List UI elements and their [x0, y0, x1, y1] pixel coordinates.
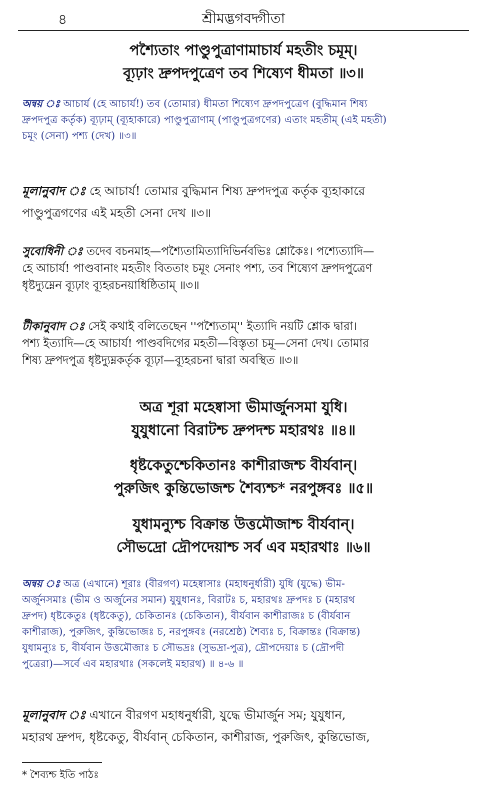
verse-5-line-1: ধৃষ্টকেতুশ্চেকিতানঃ কাশীরাজশ্চ বীর্যবান্। [129, 457, 358, 474]
anvay-line: যুধামন্যুঃ চ, বীর্যবান উত্তমৌজাঃ চ সৌভদ্রঃ (সুভদ্রা-পুত্র), দ্রৌপদেয়াঃ চ (দ্রৌপদী [22, 643, 345, 654]
verse-5-line-2: পুরুজিৎ কুন্তিভোজশ্চ শৈব্যশ্চ* নরপুঙ্গবঃ ॥৫॥ [113, 480, 374, 497]
tika-line: পশ্য ইত্যাদি—হে আচার্য! পাণ্ডবদিগের মহতী—বিস্তৃতা চমূ—সেনা দেখ। তোমার [22, 337, 369, 350]
page-number: ৪ [58, 12, 68, 28]
mulanubad-section-1 [22, 180, 469, 224]
header-rule [18, 30, 469, 31]
anvay-line: দ্রুপদপুত্র কর্তৃক) ব্যূঢ়াম্ (ব্যূহাকারে) পাণ্ডুপুত্রাণাম্ (পাণ্ডুপুত্রগণের) এতাং মহতীম্ (এই মহতী) [22, 115, 387, 126]
anvay-line: আচার্য (হে আচার্য!) তব (তোমার) ধীমতা শিষ্যেণ দ্রুপদপুত্রেণ (বুদ্ধিমান শিষ্য [63, 99, 368, 110]
verse-6-line-2: সৌভদ্রো দ্রৌপদেয়াশ্চ সর্ব এব মহারথাঃ ॥৬॥ [116, 539, 371, 556]
anvay-line: অর্জুনসমাঃ (ভীম ও অর্জুনের সমান) যুযুধানঃ, বিরাটঃ চ, মহারথঃ দ্রুপদঃ চ (মহারথ [22, 595, 356, 606]
verse-3-line-1: পশ্যৈতাং পাণ্ডুপুত্রাণামাচার্য মহতীং চমূম্। [129, 42, 358, 59]
mulanubad-line: পাণ্ডুপুত্রগণের এই মহতী সেনা দেখ ॥৩॥ [22, 206, 212, 220]
mulanubad-label: মূলানুবাদ ঃ [22, 708, 86, 722]
running-title: শ্রীমদ্ভগবদ্গীতা [202, 11, 285, 27]
verse-4-line-1: অত্র শূরা মহেষ্বাসা ভীমার্জুনসমা যুধি। [139, 399, 348, 416]
tika-section [22, 318, 469, 369]
mulanubad-section-2 [22, 704, 469, 748]
mulanubad-line: মহারথ দ্রুপদ, ধৃষ্টকেতু, বীর্যবান্ চেকিতান, কাশীরাজ, পুরুজিৎ, কুন্তিভোজ, [22, 730, 370, 744]
mulanubad-line: হে আচার্য! তোমার বুদ্ধিমান শিষ্য দ্রুপদপুত্র কর্তৃক ব্যূহাকারে [89, 184, 366, 198]
mulanubad-line: এখানে বীরগণ মহাধনুর্ধারী, যুদ্ধে ভীমার্জুন সম; যুযুধান, [89, 708, 346, 722]
subodhini-section [22, 243, 469, 294]
tika-line: শিষ্য দ্রুপদপুত্র ধৃষ্টদ্যুম্নকর্তৃক ব্যূঢ়া—ব্যূহরচনা দ্বারা অবস্থিত ॥৩॥ [22, 354, 299, 367]
subodhini-line: হে আচার্য! পাণ্ডবানাং মহতীং বিততাং চমূং সেনাং পশ্য, তব শিষ্যেণ দ্রুপদপুত্রেণ [22, 262, 373, 275]
anvay-section-2 [22, 576, 469, 673]
subodhini-line: তদেব বচনমাহ—পশ্যৈতামিত্যাদিভির্নবভিঃ শ্লোকৈঃ। পশ্যেত্যাদি— [86, 245, 375, 258]
verse-6-line-1: যুধামন্যুশ্চ বিক্রান্ত উত্তমৌজাশ্চ বীর্যবান্। [132, 516, 355, 533]
anvay-line: কাশীরাজ), পুরুজিৎ, কুন্তিভোজঃ চ, নরপুঙ্গবঃ (নরশ্রেষ্ঠ) শৈব্যঃ চ, বিক্রান্তঃ (বিক্রান্ত) [22, 627, 361, 638]
anvay-line: পুত্রেরা)—সর্বে এব মহারথাঃ (সকলেই মহারথ) ॥ ৪-৬ ॥ [22, 659, 244, 670]
anvay-line: অত্র (এখানে) শূরাঃ (বীরগণ) মহেষ্বাসাঃ (মহাধনুর্ধারী) যুধি (যুদ্ধে) ভীম- [63, 579, 345, 590]
page-header [18, 6, 469, 28]
anvay-label: অন্বয় ঃ [22, 578, 61, 590]
mulanubad-label: মূলানুবাদ ঃ [22, 184, 86, 198]
anvay-line: চমূং (সেনা) পশ্য (দেখ) ॥৩॥ [22, 131, 137, 142]
subodhini-line: ধৃষ্টদ্যুম্নেন ব্যূঢ়াং ব্যূহরচনয়াধিষ্ঠিতাম্ ॥৩॥ [22, 279, 200, 292]
footnote-rule [22, 762, 102, 763]
tika-line: সেই কথাই বলিতেছেন ''পশ্যৈতাম্'' ইত্যাদি নয়টি শ্লোক দ্বারা। [88, 320, 357, 333]
anvay-section-1 [22, 96, 469, 145]
footnote: * শৈব্যশ্চ ইতি পাঠঃ [22, 770, 99, 781]
anvay-line: দ্রুপদ) ধৃষ্টকেতুঃ (ধৃষ্টকেতু), চেকিতানঃ (চেকিতান), বীর্যবান কাশীরাজঃ চ (বীর্যবান [22, 611, 351, 622]
anvay-label: অন্বয় ঃ [22, 98, 61, 110]
subodhini-label: সুবোধিনী ঃ [22, 244, 83, 258]
verse-3-line-2: ব্যূঢ়াং দ্রুপদপুত্রেণ তব শিষ্যেণ ধীমতা ॥৩॥ [123, 65, 364, 82]
tika-label: টীকানুবাদ ঃ [22, 319, 85, 333]
verse-4-line-2: যুযুধানো বিরাটশ্চ দ্রুপদশ্চ মহারথঃ ॥৪॥ [131, 422, 356, 439]
